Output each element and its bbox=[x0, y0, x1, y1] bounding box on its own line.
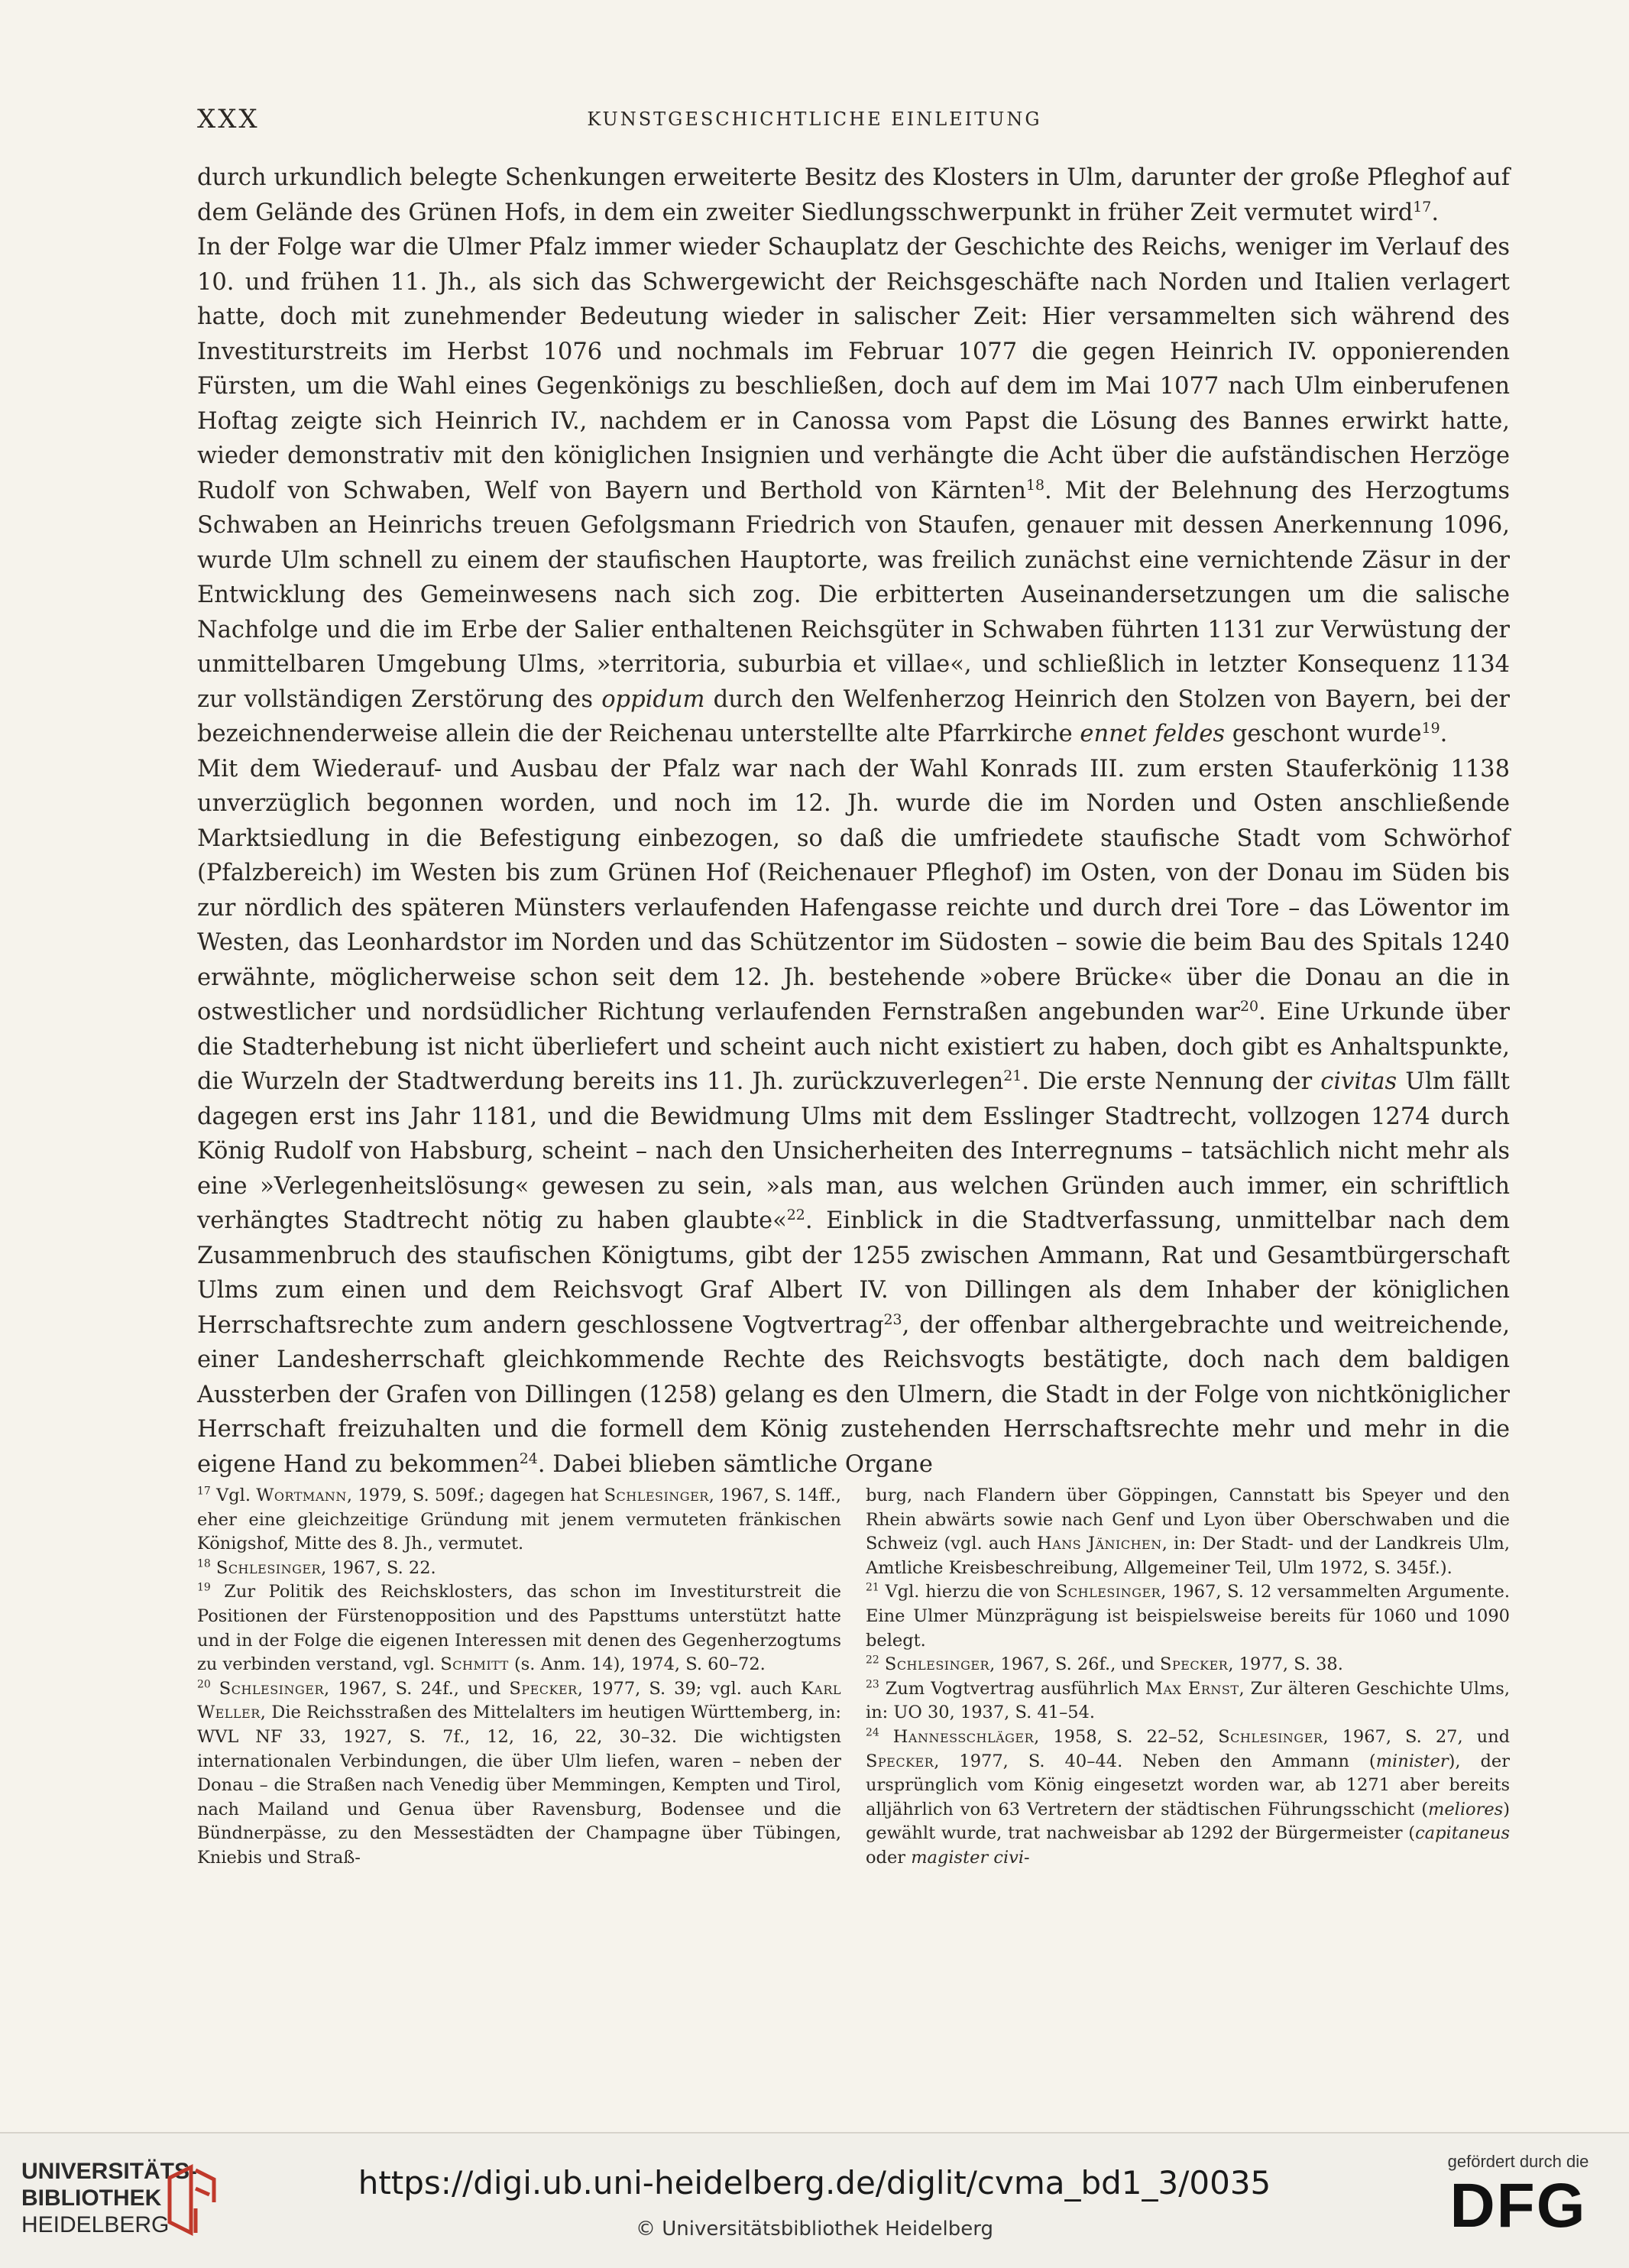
text-run: , 1967, S. 24f., und bbox=[324, 1678, 510, 1699]
footnote-reference: 18 bbox=[1025, 476, 1045, 494]
text-run: . Die erste Nennung der bbox=[1022, 1068, 1321, 1095]
italic-term: oppidum bbox=[601, 685, 705, 713]
viewer-footer bbox=[0, 2132, 1629, 2268]
footnote-reference: 23 bbox=[866, 1678, 879, 1691]
text-run: . Eine Urkunde über die Stadterhebung ist nicht überliefert und scheint auch nicht existiert zu haben, doch gibt es Anhaltspunkte, die Wurzeln der Stadtwerdung bereits ins 11. Jh. zurückzuverlegen bbox=[197, 999, 1510, 1095]
text-run bbox=[879, 1654, 885, 1674]
text-run: Vgl. hierzu die von bbox=[879, 1582, 1057, 1602]
author-name: Hans Jänichen bbox=[1037, 1534, 1162, 1554]
text-run: . Dabei blieben sämtliche Organe bbox=[537, 1450, 933, 1478]
author-name: Wortmann bbox=[256, 1486, 347, 1505]
text-run: ), der ursprünglich vom König eingesetzt worden war, ab 1271 aber bereits alljährlich von 63 Vertretern der städtischen Führungsschicht ( bbox=[866, 1751, 1511, 1819]
text-run: durch urkundlich belegte Schenkungen erweiterte Besitz des Klosters in Ulm, darunter der große Pfleghof auf dem Gelände des Grünen Hofs, in dem ein zweiter Siedlungsschwerpunkt in früher Zeit vermutet wird bbox=[197, 164, 1510, 226]
text-run: Ulm fällt dagegen erst ins Jahr 1181, und die Bewidmung Ulms mit dem Esslinger Stadtrecht, vollzogen 1274 durch König Rudolf von Habsburg, scheint – nach den Unsicherheiten des Interregnums – tatsächlich nicht mehr als eine »Verlegenheitslösung« gewesen zu sein, »als man, aus welchen Gründen auch immer, ein schriftlich verhängtes Stadtrecht nötig zu haben glaubte« bbox=[197, 1068, 1510, 1234]
author-name: Schlesinger bbox=[215, 1557, 322, 1578]
text-run: durch den Welfenherzog Heinrich den Stolzen von Bayern, bei der bezeichnenderweise allein die der Reichenau unterstellte alte Pfarrkirche bbox=[197, 685, 1510, 747]
running-head bbox=[197, 104, 1432, 134]
library-name: UNIVERSITÄTS- BIBLIOTHEK HEIDELBERG bbox=[21, 2159, 198, 2237]
footnote-reference: 17 bbox=[1413, 198, 1432, 215]
author-name: Schlesinger bbox=[1056, 1582, 1161, 1602]
footnotes-right-column bbox=[866, 1484, 1510, 1871]
footnote bbox=[866, 1677, 1510, 1725]
body-paragraph bbox=[197, 752, 1510, 1482]
footnote bbox=[197, 1580, 841, 1677]
author-name: Karl Weller bbox=[197, 1678, 841, 1723]
footnote-reference: 21 bbox=[866, 1581, 879, 1594]
text-run: , 1958, S. 22–52, bbox=[1034, 1726, 1219, 1747]
text-run: ) gewählt wurde, trat nachweisbar ab 1292 der Bürgermeister ( bbox=[866, 1799, 1510, 1844]
dfg-funding-logo[interactable] bbox=[1438, 2152, 1598, 2251]
italic-term: magister civi- bbox=[911, 1847, 1030, 1868]
text-run: , in: Der Stadt- und der Landkreis Ulm, Amtliche Kreisbeschreibung, Allgemeiner Teil, Ulm 1972, S. 345f.). bbox=[866, 1534, 1511, 1578]
text-run: , Die Reichsstraßen des Mittelalters im heutigen Württemberg, in: WVL NF 33, 1927, S. 7f., 12, 16, 22, 30–32. Die wichtigsten internationalen Verbindungen, die über Ulm liefen, waren – neben der Donau – die Straßen nach Venedig über Memmingen, Kempten und Tirol, nach Mailand und Genua über Ravensburg, Bodensee und die Bündnerpässe, zu den Messestädten der Champagne über Tübingen, Kniebis und Straß- bbox=[197, 1703, 841, 1868]
text-run: Vgl. bbox=[210, 1486, 257, 1505]
footnote-reference: 21 bbox=[1003, 1067, 1022, 1084]
footnote bbox=[866, 1484, 1510, 1580]
text-run: (s. Anm. 14), 1974, S. 60–72. bbox=[508, 1654, 766, 1675]
text-run: , 1967, S. 22. bbox=[321, 1557, 436, 1578]
text-run: , Zur älteren Geschichte Ulms, in: UO 30, 1937, S. 41–54. bbox=[866, 1678, 1510, 1723]
text-run: , 1979, S. 509f.; dagegen hat bbox=[346, 1486, 604, 1505]
footnote-reference: 20 bbox=[1240, 997, 1259, 1015]
text-run: , 1967, S. 14ff., eher eine gleichzeitige Gründung mit jenem vermuteten fränkischen Königshof, Mitte des 8. Jh., vermutet. bbox=[197, 1486, 841, 1554]
footnote bbox=[197, 1557, 841, 1581]
footnote bbox=[197, 1484, 841, 1557]
footnote-reference: 24 bbox=[519, 1450, 538, 1467]
footnote-reference: 17 bbox=[197, 1485, 211, 1498]
text-run bbox=[211, 1558, 216, 1578]
author-name: Schlesinger bbox=[884, 1654, 990, 1675]
italic-term: capitaneus bbox=[1415, 1823, 1510, 1844]
footnote bbox=[866, 1580, 1510, 1653]
text-run: , 1977, S. 40–44. Neben den Ammann ( bbox=[934, 1751, 1376, 1771]
permalink-url[interactable]: https://digi.ub.uni-heidelberg.de/diglit/cvma_bd1_3/0035 bbox=[358, 2164, 1271, 2202]
text-run: , 1967, S. 12 versammelten Argumente. Eine Ulmer Münzprägung ist beispielsweise bereits für 1060 und 1090 belegt. bbox=[866, 1582, 1510, 1651]
footnote-reference: 24 bbox=[866, 1726, 879, 1739]
author-name: Schlesinger bbox=[604, 1486, 709, 1505]
footnote-reference: 23 bbox=[883, 1311, 902, 1328]
text-run: oder bbox=[866, 1847, 912, 1868]
footnote bbox=[197, 1677, 841, 1871]
footnote-reference: 19 bbox=[1421, 719, 1440, 737]
body-text bbox=[197, 160, 1510, 1482]
text-run: geschont wurde bbox=[1225, 721, 1422, 747]
text-run bbox=[879, 1727, 893, 1747]
text-run: . bbox=[1440, 721, 1448, 747]
footnote bbox=[866, 1725, 1510, 1871]
footnote-reference: 22 bbox=[786, 1206, 805, 1223]
body-paragraph bbox=[197, 160, 1510, 230]
footnotes bbox=[197, 1484, 1510, 1871]
author-name: Schmitt bbox=[440, 1654, 509, 1675]
italic-term: meliores bbox=[1428, 1799, 1504, 1819]
dfg-logo: DFG bbox=[1449, 2171, 1587, 2240]
text-run: . Einblick in die Stadtverfassung, unmittelbar nach dem Zusammenbruch des staufischen Königtums, gibt der 1255 zwischen Ammann, Rat und Gesamtbürgerschaft Ulms zum einen und dem Reichsvogt Graf Albert IV. von Dillingen als dem Inhaber der königlichen Herrschaftsrechte zum andern geschlossene Vogtvertrag bbox=[197, 1207, 1510, 1339]
text-run: Zur Politik des Reichsklosters, das schon im Investiturstreit die Positionen der Fürstenopposition und des Papsttums unterstützt hatte und in der Folge die eigenen Interessen mit denen des Gegenherzogtums zu verbinden verstand, vgl. bbox=[197, 1582, 841, 1675]
author-name: Specker bbox=[866, 1751, 934, 1771]
author-name: Schlesinger bbox=[1218, 1726, 1323, 1747]
text-run: burg, nach Flandern über Göppingen, Cannstatt bis Speyer und den Rhein abwärts sowie nach Genf und Lyon über Oberschwaben und die Schweiz (vgl. auch bbox=[866, 1486, 1510, 1554]
text-run: , der offenbar althergebrachte und weitreichende, einer Landesherrschaft gleichkommende Rechte des Reichsvogts bestätigte, doch nach dem baldigen Aussterben der Grafen von Dillingen (1258) gelang es den Ulmern, die Stadt in der Folge von nichtköniglicher Herrschaft freizuhalten und die formell dem König zustehenden Herrschaftsrechte mehr und mehr in die eigene Hand zu bekommen bbox=[197, 1311, 1511, 1478]
footnote-reference: 20 bbox=[197, 1678, 211, 1691]
text-run bbox=[211, 1679, 219, 1699]
text-run: Zum Vogtvertrag ausführlich bbox=[879, 1678, 1145, 1699]
page-number: XXX bbox=[197, 104, 260, 134]
italic-term: civitas bbox=[1320, 1068, 1397, 1095]
running-title: KUNSTGESCHICHTLICHE EINLEITUNG bbox=[587, 109, 1042, 130]
text-run: . bbox=[1431, 199, 1440, 226]
italic-term: ennet feldes bbox=[1080, 721, 1226, 747]
text-run: , 1967, S. 27, und bbox=[1323, 1726, 1511, 1747]
text-run: . Mit der Belehnung des Herzogtums Schwaben an Heinrichs treuen Gefolgsmann Friedrich von Staufen, genauer mit dessen Anerkennung 1096, wurde Ulm schnell zu einem der staufischen Hauptorte, was freilich zunächst eine vernichtende Zäsur in der Entwicklung des Gemeinwesens nach sich zog. Die erbitterten Auseinandersetzungen um die salische Nachfolge und die im Erbe der Salier enthaltenen Reichsgüter in Schwaben führten 1131 zur Verwüstung der unmittelbaren Umgebung Ulms, »territoria, suburbia et villae«, und schließlich in letzter Konsequenz 1134 zur vollständigen Zerstörung des bbox=[197, 477, 1510, 713]
text-run: , 1977, S. 39; vgl. auch bbox=[577, 1678, 801, 1699]
author-name: Hannesschläger bbox=[892, 1726, 1035, 1747]
author-name: Max Ernst bbox=[1145, 1678, 1239, 1699]
body-paragraph bbox=[197, 230, 1510, 752]
copyright-notice: © Universitätsbibliothek Heidelberg bbox=[635, 2218, 993, 2240]
text-run: , 1967, S. 26f., und bbox=[989, 1654, 1161, 1675]
footnotes-left-column bbox=[197, 1484, 841, 1871]
text-run: , 1977, S. 38. bbox=[1228, 1654, 1343, 1675]
funding-label: gefördert durch die bbox=[1447, 2152, 1589, 2171]
text-run: Mit dem Wiederauf- und Ausbau der Pfalz war nach der Wahl Konrads III. zum ersten Stauferkönig 1138 unverzüglich begonnen worden, und noch im 12. Jh. wurde die im Norden und Osten anschließende Marktsiedlung in die Befestigung einbezogen, so daß die umfriedete staufische Stadt vom Schwörhof (Pfalzbereich) im Westen bis zum Grünen Hof (Reichenauer Pfleghof) im Osten, von der Donau im Süden bis zur nördlich des späteren Münsters verlaufenden Hafengasse reichte und durch drei Tore – das Löwentor im Westen, das Leonhardstor im Norden und das Schützentor im Südosten – sowie die beim Bau des Spitals 1240 erwähnte, möglicherweise schon seit dem 12. Jh. bestehende »obere Brücke« über die Donau an die in ostwestlicher und nordsüdlicher Richtung verlaufenden Fernstraßen angebunden war bbox=[197, 755, 1510, 1025]
footnote-reference: 19 bbox=[197, 1581, 211, 1594]
footnote-reference: 18 bbox=[197, 1557, 211, 1570]
footnote-reference: 22 bbox=[866, 1654, 879, 1667]
text-run: In der Folge war die Ulmer Pfalz immer wieder Schauplatz der Geschichte des Reichs, weniger im Verlauf des 10. und frühen 11. Jh., als sich das Schwergewicht der Reichsgeschäfte nach Norden und Italien verlagert hatte, doch mit zunehmender Bedeutung wieder in salischer Zeit: Hier versammelten sich während des Investiturstreits im Herbst 1076 und nochmals im Februar 1077 die gegen Heinrich IV. opponierenden Fürsten, um die Wahl eines Gegenkönigs zu beschließen, doch auf dem im Mai 1077 nach Ulm einberufenen Hoftag zeigte sich Heinrich IV., nachdem er in Canossa vom Papst die Lösung des Bannes erwirkt hatte, wieder demonstrativ mit den königlichen Insignien und verhängte die Acht über die aufständischen Herzöge Rudolf von Schwaben, Welf von Bayern und Berthold von Kärnten bbox=[197, 234, 1510, 504]
author-name: Specker bbox=[509, 1678, 578, 1699]
footnote bbox=[866, 1653, 1510, 1677]
author-name: Schlesinger bbox=[219, 1678, 324, 1699]
italic-term: minister bbox=[1375, 1751, 1449, 1771]
author-name: Specker bbox=[1160, 1654, 1229, 1675]
